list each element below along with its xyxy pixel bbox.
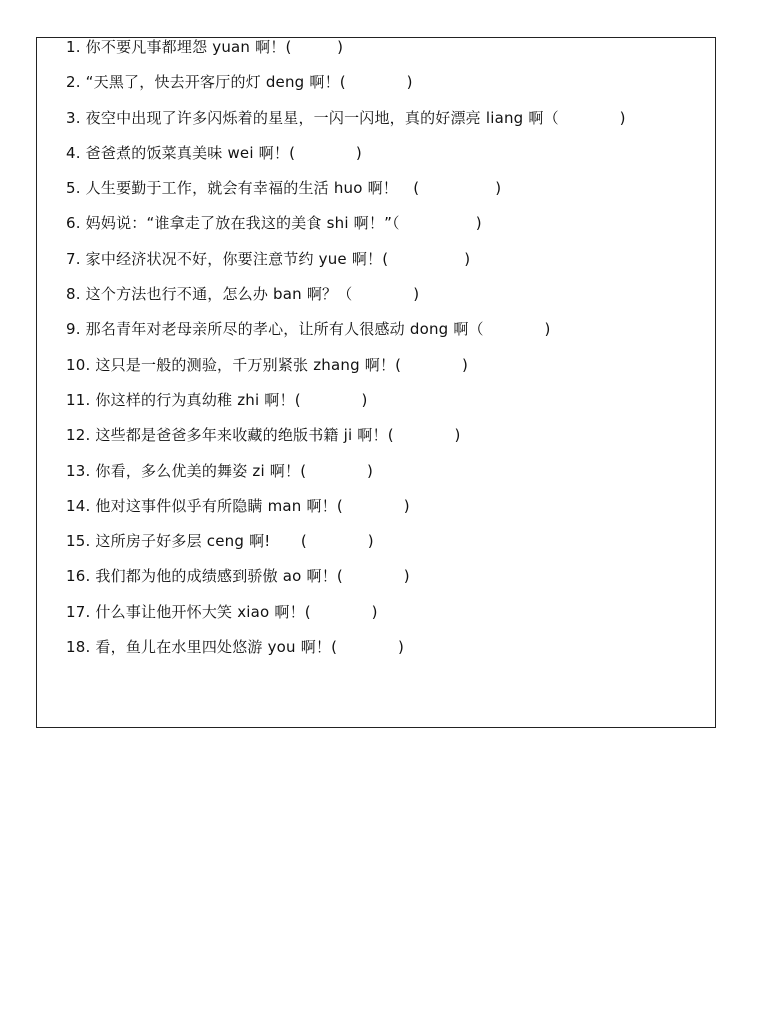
list-item: 3. 夜空中出现了许多闪烁着的星星，一闪一闪地，真的好漂亮 liang 啊（ )	[66, 108, 626, 127]
list-item: 4. 爸爸煮的饭菜真美味 wei 啊！( )	[66, 143, 362, 162]
list-item: 1. 你不要凡事都埋怨 yuan 啊！( )	[66, 38, 344, 56]
list-item: 7. 家中经济状况不好，你要注意节约 yue 啊！( )	[66, 249, 471, 268]
item-list	[66, 30, 626, 665]
list-item: 12. 这些都是爸爸多年来收藏的绝版书籍 ji 啊！( )	[66, 426, 461, 445]
list-item: 5. 人生要勤于工作，就会有幸福的生活 huo 啊！ ( )	[66, 179, 502, 198]
list-item: 2. “天黑了，快去开客厅的灯 deng 啊！( )	[66, 73, 413, 92]
list-item: 11. 你这样的行为真幼稚 zhi 啊！( )	[66, 390, 368, 409]
list-item: 8. 这个方法也行不通，怎么办 ban 啊？（ )	[66, 285, 420, 304]
list-item: 18. 看，鱼儿在水里四处悠游 you 啊！( )	[66, 638, 405, 657]
list-item: 16. 我们都为他的成绩感到骄傲 ao 啊！( )	[66, 567, 410, 586]
list-item: 13. 你看，多么优美的舞姿 zi 啊！( )	[66, 461, 374, 480]
list-item: 9. 那名青年对老母亲所尽的孝心，让所有人很感动 dong 啊（ )	[66, 320, 551, 339]
list-item: 6. 妈妈说：“谁拿走了放在我这的美食 shi 啊！”（ )	[66, 214, 482, 233]
list-item: 10. 这只是一般的测验，千万别紧张 zhang 啊！( )	[66, 355, 469, 374]
list-item: 17. 什么事让他开怀大笑 xiao 啊！( )	[66, 602, 378, 621]
list-item: 15. 这所房子好多层 ceng 啊! ( )	[66, 532, 374, 551]
list-item: 14. 他对这事件似乎有所隐瞒 man 啊！( )	[66, 496, 410, 515]
